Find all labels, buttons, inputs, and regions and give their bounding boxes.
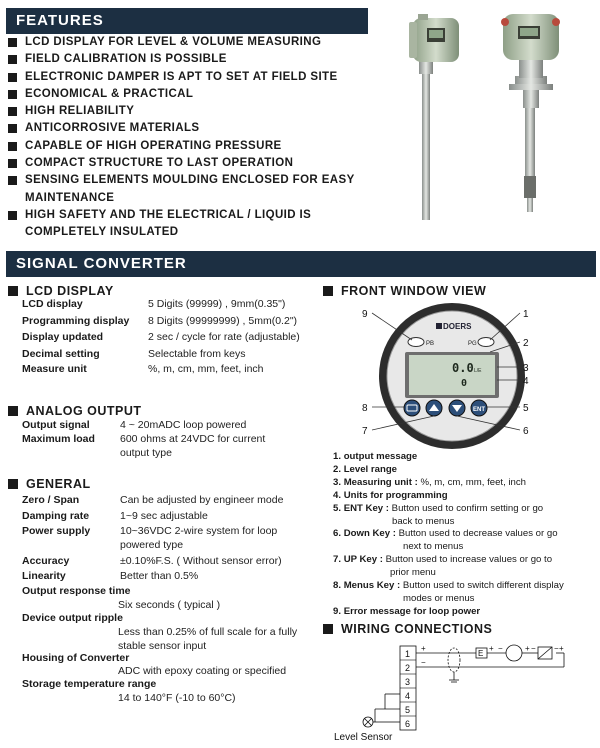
plus-sign: + bbox=[525, 644, 530, 653]
down-key[interactable] bbox=[449, 400, 465, 416]
ent-key-label: ENT bbox=[473, 407, 485, 413]
bullet-square-icon bbox=[8, 90, 17, 99]
bullet-square-icon bbox=[8, 159, 17, 168]
features-banner bbox=[6, 8, 368, 34]
bullet-square-icon bbox=[8, 38, 17, 47]
bullet-square-icon bbox=[8, 142, 17, 151]
pg-label: PG bbox=[468, 341, 477, 347]
level-sensor-icon bbox=[363, 717, 373, 727]
brand-logo-icon bbox=[436, 323, 442, 329]
legend-item: 3. Measuring unit : %, m, cm, mm, feet, inch bbox=[333, 476, 526, 488]
spec-row-value: 14 to 140°F (-10 to 60°C) bbox=[118, 692, 236, 704]
spec-row: Display updated 2 sec / cycle for rate (adjustable) bbox=[22, 331, 300, 343]
feature-item: CAPABLE OF HIGH OPERATING PRESSURE bbox=[8, 138, 380, 155]
signal-converter-banner bbox=[6, 251, 596, 277]
bullet-square-icon bbox=[8, 73, 17, 82]
spec-row-value: Less than 0.25% of full scale for a fully stable sensor input bbox=[118, 626, 298, 652]
minus-sign: − bbox=[531, 644, 536, 653]
callout-6: 6 bbox=[523, 426, 529, 437]
terminal-3: 3 bbox=[405, 677, 411, 687]
callout-7: 7 bbox=[362, 426, 368, 437]
minus-sign: − bbox=[554, 644, 559, 653]
bullet-square-icon bbox=[8, 211, 17, 220]
callout-3: 3 bbox=[523, 363, 529, 374]
lcd-unit: L/E bbox=[474, 368, 482, 374]
bullet-square-icon bbox=[8, 479, 18, 489]
product-photo bbox=[405, 8, 593, 228]
menus-key[interactable] bbox=[404, 400, 420, 416]
front-window-heading: FRONT WINDOW VIEW bbox=[323, 284, 486, 298]
terminal-block bbox=[400, 646, 416, 730]
legend-item: 4. Units for programming bbox=[333, 489, 448, 501]
legend-item: 8. Menus Key : Button used to switch different display bbox=[333, 580, 564, 592]
lcd-display-heading: LCD DISPLAY bbox=[8, 284, 114, 298]
features-title: FEATURES bbox=[16, 12, 104, 29]
feature-item: ANTICORROSIVE MATERIALS bbox=[8, 120, 380, 137]
minus-sign: − bbox=[498, 644, 503, 653]
legend-item: 9. Error message for loop power bbox=[333, 605, 481, 617]
spec-row: Storage temperature range bbox=[22, 678, 157, 690]
spec-row: Device output ripple bbox=[22, 612, 123, 624]
wiring-diagram bbox=[330, 638, 592, 746]
level-sensor-label: Level Sensor bbox=[334, 732, 393, 743]
callout-2: 2 bbox=[523, 338, 529, 349]
spec-row: Output response time bbox=[22, 585, 131, 597]
spec-row: Power supply 10~36VDC 2-wire system for loop powered type bbox=[22, 525, 278, 551]
wiring-heading: WIRING CONNECTIONS bbox=[323, 622, 492, 636]
spec-row: Damping rate 1~9 sec adjustable bbox=[22, 510, 208, 522]
spec-row: Maximum load 600 ohms at 24VDC for current output type bbox=[22, 433, 266, 459]
spec-row: Output signal 4 ~ 20mADC loop powered bbox=[22, 419, 247, 431]
feature-item: LCD DISPLAY FOR LEVEL & VOLUME MEASURING bbox=[8, 34, 380, 51]
bullet-square-icon bbox=[8, 176, 17, 185]
terminal-6: 6 bbox=[405, 719, 411, 729]
callout-8: 8 bbox=[362, 403, 368, 414]
spec-row: Linearity Better than 0.5% bbox=[22, 570, 199, 582]
legend-item-cont: next to menus bbox=[403, 541, 464, 553]
bullet-square-icon bbox=[8, 406, 18, 416]
e-label: E bbox=[478, 649, 484, 658]
legend-item-cont: modes or menus bbox=[403, 592, 475, 604]
legend-item: 2. Level range bbox=[333, 463, 398, 475]
bullet-square-icon bbox=[8, 55, 17, 64]
plus-sign: + bbox=[489, 644, 494, 653]
spec-row: Accuracy ±0.10%F.S. ( Without sensor error) bbox=[22, 555, 282, 567]
spec-row: Zero / Span Can be adjusted by engineer mode bbox=[22, 494, 284, 506]
terminal-2: 2 bbox=[405, 663, 411, 673]
callout-4: 4 bbox=[523, 376, 529, 387]
feature-item: SENSING ELEMENTS MOULDING ENCLOSED FOR EASY MAINTENANCE bbox=[8, 172, 380, 207]
spec-row: Programming display 8 Digits (99999999) , 5mm(0.2") bbox=[22, 315, 298, 327]
legend-item: 1. output message bbox=[333, 451, 418, 462]
spec-row: Decimal setting Selectable from keys bbox=[22, 348, 246, 360]
front-window-diagram bbox=[350, 300, 550, 450]
pb-label: PB bbox=[426, 341, 435, 347]
up-key[interactable] bbox=[426, 400, 442, 416]
spec-row: Measure unit %, m, cm, mm, feet, inch bbox=[22, 363, 264, 375]
bullet-square-icon bbox=[8, 107, 17, 116]
bullet-square-icon bbox=[8, 286, 18, 296]
legend-item-cont: back to menus bbox=[392, 515, 455, 527]
front-window-legend bbox=[333, 451, 598, 619]
general-heading: GENERAL bbox=[8, 477, 91, 491]
signal-converter-title: SIGNAL CONVERTER bbox=[16, 255, 187, 272]
terminal-5: 5 bbox=[405, 705, 411, 715]
bullet-square-icon bbox=[323, 624, 333, 634]
spec-row-value: ADC with epoxy coating or specified bbox=[118, 665, 287, 677]
plus-sign: + bbox=[559, 644, 564, 653]
lcd-value-top: 0.0 bbox=[452, 361, 474, 375]
bullet-square-icon bbox=[8, 124, 17, 133]
terminal-1: 1 bbox=[405, 649, 411, 659]
terminal-4: 4 bbox=[405, 691, 411, 701]
ent-key[interactable] bbox=[471, 400, 487, 416]
feature-item: HIGH RELIABILITY bbox=[8, 103, 380, 120]
callout-5: 5 bbox=[523, 403, 529, 414]
spec-row-value: Six seconds ( typical ) bbox=[118, 599, 221, 611]
brand-name: DOERS bbox=[443, 322, 472, 331]
features-list bbox=[8, 34, 380, 242]
minus-sign: − bbox=[421, 658, 426, 667]
feature-item: ECONOMICAL & PRACTICAL bbox=[8, 86, 380, 103]
plus-sign: + bbox=[421, 644, 426, 653]
callout-1: 1 bbox=[523, 309, 529, 320]
legend-item: 7. UP Key : Button used to increase values or go to bbox=[333, 554, 553, 566]
feature-item: COMPACT STRUCTURE TO LAST OPERATION bbox=[8, 155, 380, 172]
lcd-value-bottom: 0 bbox=[461, 378, 468, 389]
bullet-square-icon bbox=[323, 286, 333, 296]
spec-row: Housing of Converter bbox=[22, 652, 130, 664]
feature-item: FIELD CALIBRATION IS POSSIBLE bbox=[8, 51, 380, 68]
legend-item: 5. ENT Key : Button used to confirm setting or go bbox=[333, 502, 544, 514]
analog-output-heading: ANALOG OUTPUT bbox=[8, 404, 142, 418]
legend-item-cont: prior menu bbox=[390, 567, 436, 579]
spec-row: LCD display 5 Digits (99999) , 9mm(0.35") bbox=[22, 298, 286, 310]
feature-item: HIGH SAFETY AND THE ELECTRICAL / LIQUID IS COMPLETELY INSULATED bbox=[8, 207, 380, 242]
feature-item: ELECTRONIC DAMPER IS APT TO SET AT FIELD SITE bbox=[8, 69, 380, 86]
callout-9: 9 bbox=[362, 309, 368, 320]
legend-item: 6. Down Key : Button used to decrease values or go bbox=[333, 528, 558, 540]
